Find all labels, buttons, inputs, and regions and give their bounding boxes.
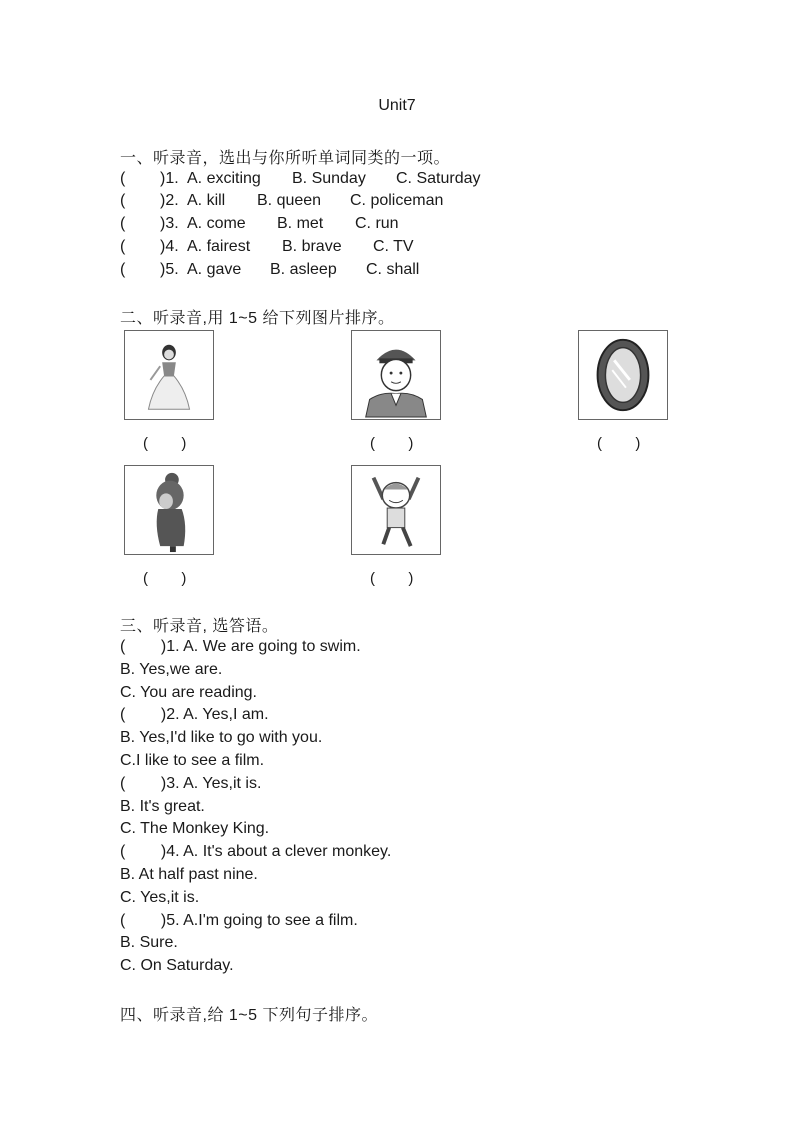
section1-paren: (: [120, 170, 126, 187]
section1-close: )3.: [160, 215, 179, 232]
picture-blank-2: ( ): [370, 435, 414, 452]
section1-option-a: A. come: [187, 215, 246, 232]
section1-option-c: C. shall: [366, 261, 420, 278]
section3-line: C. You are reading.: [120, 683, 257, 701]
section1-option-a: A. fairest: [187, 238, 251, 255]
section3-line: C. On Saturday.: [120, 957, 234, 975]
section3-line: C. Yes,it is.: [120, 888, 200, 906]
picture-blank-5: ( ): [370, 570, 414, 587]
section1-paren: (: [120, 215, 126, 232]
picture-old-woman: [124, 465, 214, 555]
page-title: Unit7: [378, 97, 416, 114]
section1-row: [120, 236, 620, 258]
section1-close: )4.: [160, 238, 179, 255]
section1-option-a: A. kill: [187, 192, 226, 209]
section3-line: C. The Monkey King.: [120, 820, 270, 838]
picture-policeman: [351, 330, 441, 420]
section3-line: ( )3. A. Yes,it is.: [120, 774, 262, 792]
picture-mirror: [578, 330, 668, 420]
section1-option-a: A. gave: [187, 261, 242, 278]
section3-line: B. Sure.: [120, 934, 178, 952]
section1-paren: (: [120, 192, 126, 209]
section3-line: ( )1. A. We are going to swim.: [120, 638, 361, 655]
section3-line: ( )5. A.I'm going to see a film.: [120, 911, 358, 929]
section1-option-b: B. queen: [257, 192, 322, 209]
section3-line: ( )4. A. It's about a clever monkey.: [120, 843, 392, 861]
section1-option-c: C. run: [355, 215, 399, 232]
section1-row: [120, 259, 620, 281]
picture-blank-3: ( ): [597, 435, 641, 452]
section3-line: B. It's great.: [120, 797, 205, 815]
section3-line: ( )2. A. Yes,I am.: [120, 706, 269, 724]
section1-option-b: B. brave: [282, 238, 342, 255]
section1-close: )2.: [160, 192, 179, 209]
section1-option-b: B. Sunday: [292, 170, 366, 187]
picture-blank-1: ( ): [143, 435, 187, 452]
picture-jumping-boy: [351, 465, 441, 555]
section1-heading: 一、听录音，选出与你所听单词同类的一项。: [120, 150, 451, 167]
section3-line: B. At half past nine.: [120, 866, 258, 883]
section1-row: [120, 168, 620, 190]
section2-heading: 二、听录音,用 1~5 给下列图片排序。: [120, 310, 395, 327]
section1-close: )1.: [160, 170, 179, 187]
section1-option-a: A. exciting: [187, 170, 261, 187]
section3-line: C.I like to see a film.: [120, 752, 265, 769]
section1-paren: (: [120, 261, 126, 278]
section4-heading: 四、听录音,给 1~5 下列句子排序。: [120, 1007, 378, 1024]
section3-heading: 三、听录音, 选答语。: [120, 618, 279, 635]
section1-option-c: C. Saturday: [396, 170, 481, 187]
section1-row: [120, 213, 620, 235]
section1-row: [120, 190, 620, 212]
section1-option-b: B. met: [277, 215, 324, 232]
section1-option-c: C. policeman: [350, 192, 444, 209]
section1-paren: (: [120, 238, 126, 255]
section3-line: B. Yes,I'd like to go with you.: [120, 729, 323, 747]
picture-blank-4: ( ): [143, 570, 187, 587]
section1-close: )5.: [160, 261, 179, 278]
picture-princess: [124, 330, 214, 420]
section1-option-c: C. TV: [373, 238, 414, 255]
section3-line: B. Yes,we are.: [120, 660, 223, 678]
section1-option-b: B. asleep: [270, 261, 337, 278]
